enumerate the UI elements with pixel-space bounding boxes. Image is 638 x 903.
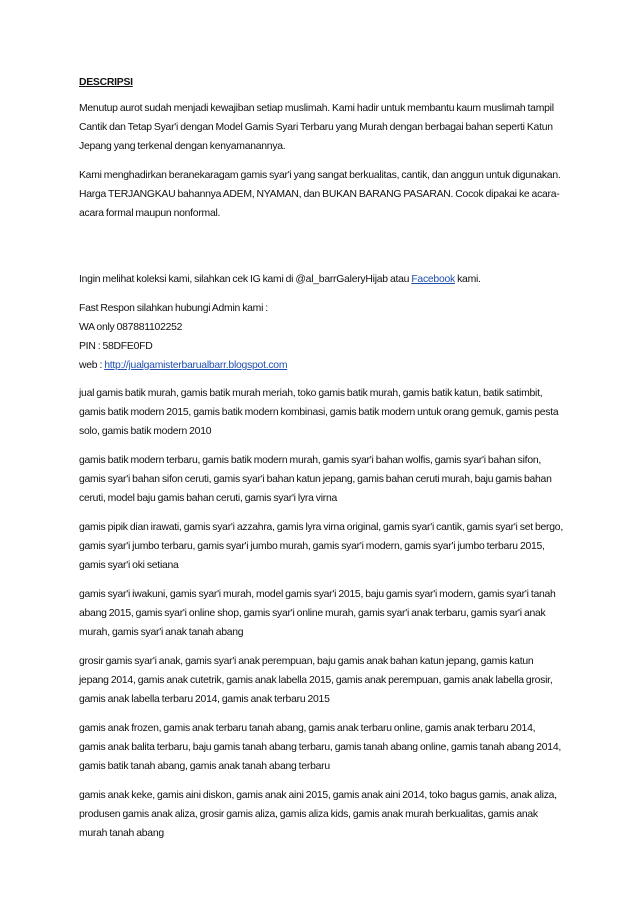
document-page bbox=[79, 73, 563, 853]
blog-link[interactable]: http://jualgamisterbarualbarr.blogspot.com bbox=[104, 360, 288, 371]
keyword-paragraph-1: jual gamis batik murah, gamis batik murah meriah, toko gamis batik murah, gamis batik katun, batik satimbit, gamis batik modern 2015, gamis batik modern kombinasi, gamis batik modern untuk orang gemuk, gamis pesta solo, gamis batik modern 2010 bbox=[79, 388, 559, 437]
keyword-paragraph-4: gamis syar'i iwakuni, gamis syar'i murah, model gamis syar'i 2015, baju gamis syar'i modern, gamis syar'i tanah abang 2015, gamis syar'i online shop, gamis syar'i online murah, gamis syar'i anak terbaru, gamis syar'i anak murah, gamis syar'i anak tanah abang bbox=[79, 589, 556, 638]
web-label: web : bbox=[79, 360, 105, 371]
facebook-link[interactable]: Facebook bbox=[411, 274, 455, 285]
intro-paragraph-1: Menutup aurot sudah menjadi kewajiban setiap muslimah. Kami hadir untuk membantu kaum muslimah tampil Cantik dan Tetap Syar'i dengan Model Gamis Syari Terbaru yang Murah dengan berbagai bahan seperti Katun Jepang yang terkenal dengan kenyamanannya. bbox=[79, 103, 554, 152]
instagram-suffix: kami. bbox=[454, 274, 481, 285]
keyword-paragraph-7: gamis anak keke, gamis aini diskon, gamis anak aini 2015, gamis anak aini 2014, toko bagus gamis, anak aliza, produsen gamis anak aliza, grosir gamis aliza, gamis aliza kids, gamis anak murah berkualitas, gamis anak murah tanah abang bbox=[79, 790, 557, 839]
contact-web bbox=[79, 356, 563, 375]
section-heading: DESCRIPSI bbox=[79, 77, 133, 88]
keyword-paragraph-2: gamis batik modern terbaru, gamis batik modern murah, gamis syar'i bahan wolfis, gamis syar'i bahan sifon, gamis syar'i bahan sifon ceruti, gamis syar'i bahan katun jepang, gamis bahan ceruti murah, baju gamis bahan ceruti, model baju gamis bahan ceruti, gamis syar'i lyra virna bbox=[79, 455, 552, 504]
contact-block bbox=[79, 299, 563, 375]
contact-whatsapp: WA only 087881102252 bbox=[79, 322, 183, 333]
instagram-text: Ingin melihat koleksi kami, silahkan cek IG kami di @al_barrGaleryHijab atau bbox=[79, 274, 412, 285]
intro-paragraph-2: Kami menghadirkan beranekaragam gamis syar'i yang sangat berkualitas, cantik, dan anggun untuk digunakan. Harga TERJANGKAU bahannya ADEM, NYAMAN, dan BUKAN BARANG PASARAN. Cocok dipakai ke acara-acara formal maupun nonformal. bbox=[79, 170, 561, 219]
keyword-paragraph-3: gamis pipik dian irawati, gamis syar'i azzahra, gamis lyra virna original, gamis syar'i cantik, gamis syar'i set bergo, gamis syar'i jumbo terbaru, gamis syar'i jumbo murah, gamis syar'i modern, gamis syar'i jumbo terbaru 2015, gamis syar'i oki setiana bbox=[79, 522, 563, 571]
instagram-paragraph bbox=[79, 270, 563, 289]
keyword-paragraph-5: grosir gamis syar'i anak, gamis syar'i anak perempuan, baju gamis anak bahan katun jepang, gamis katun jepang 2014, gamis anak cutetrik, gamis anak labella 2015, gamis anak perempuan, gamis anak labella grosir, gamis anak labella terbaru 2014, gamis anak terbaru 2015 bbox=[79, 656, 553, 705]
contact-pin: PIN : 58DFE0FD bbox=[79, 341, 153, 352]
contact-line-1: Fast Respon silahkan hubungi Admin kami : bbox=[79, 303, 268, 314]
keyword-paragraph-6: gamis anak frozen, gamis anak terbaru tanah abang, gamis anak terbaru online, gamis anak terbaru 2014, gamis anak balita terbaru, baju gamis tanah abang terbaru, gamis tanah abang online, gamis tanah abang 2014, gamis batik tanah abang, gamis anak tanah abang terbaru bbox=[79, 723, 562, 772]
